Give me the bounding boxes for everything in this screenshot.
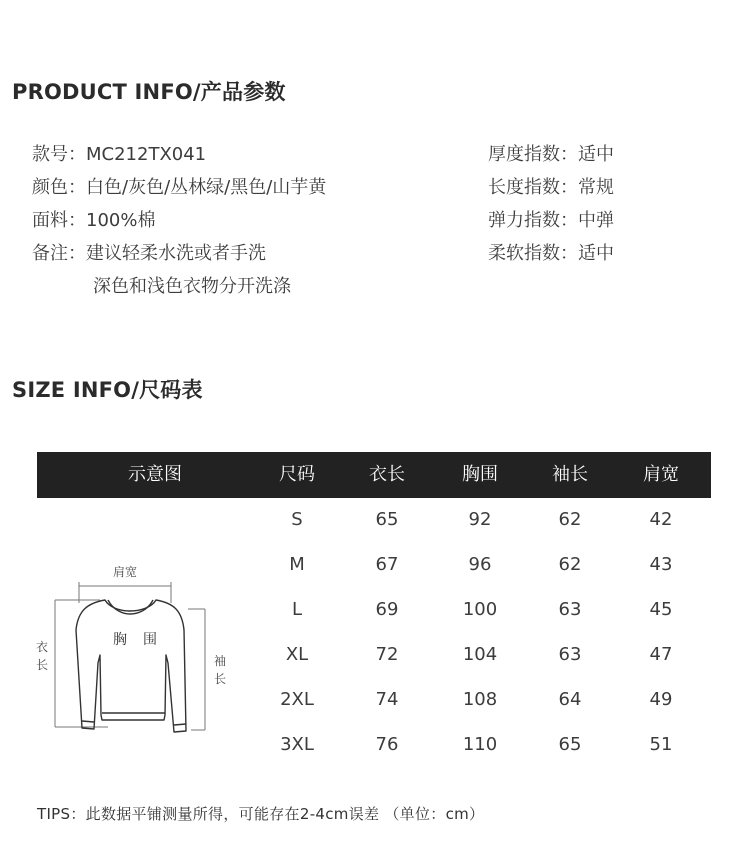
cell-sleeve: 63	[558, 599, 582, 620]
cell-length: 74	[375, 689, 399, 710]
size-table-header	[37, 452, 711, 498]
info-length	[488, 173, 614, 199]
diagram-label-chest-2: 围	[143, 632, 157, 648]
cell-size: L	[291, 599, 303, 620]
cell-size: 3XL	[280, 734, 314, 755]
cell-shoulder: 51	[649, 734, 673, 755]
info-colors	[32, 173, 326, 199]
cell-size: 2XL	[280, 689, 314, 710]
cell-shoulder: 43	[649, 554, 673, 575]
info-value: 建议轻柔水洗或者手洗	[86, 243, 266, 264]
info-label: 柔软指数：	[488, 243, 578, 264]
col-header-diagram: 示意图	[128, 464, 182, 485]
col-header-length: 衣长	[369, 464, 405, 485]
cell-shoulder: 45	[649, 599, 673, 620]
info-value: 常规	[578, 177, 614, 198]
cell-sleeve: 62	[558, 509, 582, 530]
col-header-chest: 胸围	[462, 464, 498, 485]
sweater-diagram	[28, 555, 238, 745]
cell-length: 69	[375, 599, 399, 620]
cell-length: 72	[375, 644, 399, 665]
col-header-size: 尺码	[279, 464, 315, 485]
diagram-label-sleeve-2: 长	[213, 672, 227, 686]
tips-note: TIPS：此数据平铺测量所得，可能存在2-4cm误差 （单位：cm）	[37, 805, 485, 823]
sweater-outline	[76, 600, 186, 732]
diagram-label-chest-1: 胸	[113, 632, 127, 648]
cell-size: XL	[285, 644, 309, 665]
product-info-heading: PRODUCT INFO/产品参数	[12, 80, 286, 104]
cell-sleeve: 63	[558, 644, 582, 665]
cell-length: 67	[375, 554, 399, 575]
col-header-sleeve: 袖长	[552, 464, 588, 485]
info-softness	[488, 239, 614, 265]
cell-length: 76	[375, 734, 399, 755]
info-label: 厚度指数：	[488, 144, 578, 165]
cell-sleeve: 64	[558, 689, 582, 710]
size-info-heading: SIZE INFO/尺码表	[12, 378, 203, 402]
info-value: 适中	[578, 144, 614, 165]
diagram-label-sleeve-1: 袖	[213, 654, 227, 668]
info-label: 款号：	[32, 144, 86, 165]
cell-shoulder: 49	[649, 689, 673, 710]
info-fabric	[32, 206, 155, 232]
cell-sleeve: 65	[558, 734, 582, 755]
cell-chest: 104	[462, 644, 498, 665]
info-thickness	[488, 140, 614, 166]
info-label: 颜色：	[32, 177, 86, 198]
info-label: 弹力指数：	[488, 210, 578, 231]
cell-sleeve: 62	[558, 554, 582, 575]
info-note	[32, 239, 266, 265]
diagram-label-shoulder: 肩宽	[112, 565, 138, 579]
info-note-line2: 深色和浅色衣物分开洗涤	[93, 276, 291, 297]
cell-shoulder: 47	[649, 644, 673, 665]
cell-chest: 108	[462, 689, 498, 710]
diagram-label-length-2: 长	[35, 658, 49, 672]
info-label: 面料：	[32, 210, 86, 231]
info-value: 白色/灰色/丛林绿/黑色/山芋黄	[86, 177, 327, 198]
cell-size: M	[289, 554, 305, 575]
diagram-label-length-1: 衣	[35, 640, 49, 654]
info-style-number	[32, 140, 206, 166]
cell-chest: 110	[462, 734, 498, 755]
col-header-shoulder: 肩宽	[643, 464, 679, 485]
cell-length: 65	[375, 509, 399, 530]
info-value: 适中	[578, 243, 614, 264]
cell-size: S	[291, 509, 303, 530]
cell-shoulder: 42	[649, 509, 673, 530]
info-label: 长度指数：	[488, 177, 578, 198]
info-elasticity	[488, 206, 614, 232]
cell-chest: 92	[468, 509, 492, 530]
cell-chest: 100	[462, 599, 498, 620]
cell-chest: 96	[468, 554, 492, 575]
info-label: 备注：	[32, 243, 86, 264]
info-value: 100%棉	[86, 210, 156, 231]
info-value: 中弹	[578, 210, 614, 231]
info-value: MC212TX041	[86, 144, 207, 165]
sleeve-measure-line	[188, 609, 205, 730]
